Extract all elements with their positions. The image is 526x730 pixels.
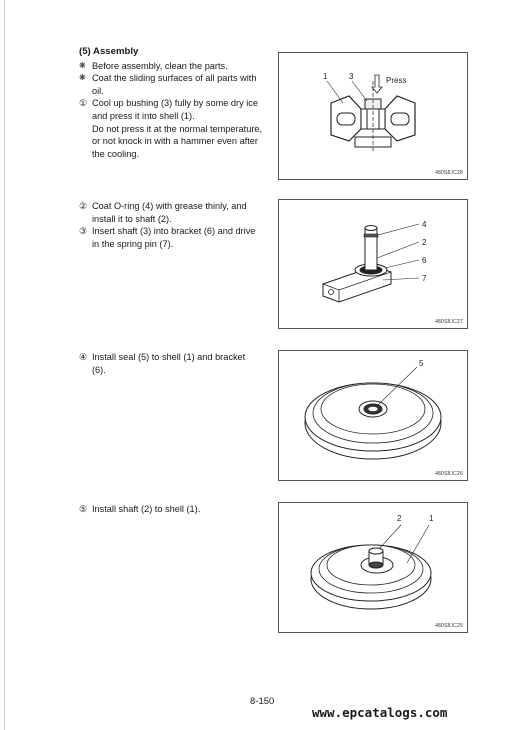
- watermark-link[interactable]: www.epcatalogs.com: [312, 705, 448, 720]
- press-arrow-icon: [372, 75, 382, 93]
- figure-code: 480S8JC28: [435, 170, 463, 176]
- step-2: ② Coat O-ring (4) with grease thinly, and: [79, 201, 247, 211]
- label-2: 2: [422, 238, 427, 247]
- figure-bushing-press: [278, 52, 468, 180]
- step-1: ① Cool up bushing (3) fully by some dry ice: [79, 98, 258, 109]
- shaft-bracket-diagram: [279, 200, 467, 328]
- section-title: (5) Assembly: [79, 46, 139, 57]
- figure-code: 480S8JC25: [435, 623, 463, 629]
- label-6: 6: [422, 256, 427, 265]
- figure-seal-install: [278, 350, 468, 481]
- step-4: ④ Install seal (5) to shell (1) and bracket: [79, 352, 246, 362]
- label-2: 2: [397, 514, 402, 523]
- step-3: ③ Insert shaft (3) into bracket (6) and drive: [79, 226, 256, 237]
- steps-2-3: ② Coat O-ring (4) with grease thinly, and install it to shaft (2). ③ Insert shaft (3) into bracket (6) and drive in the spring pin (7).: [79, 200, 269, 250]
- label-1: 1: [323, 72, 328, 81]
- step-5: ⑤ Install shaft (2) to shell (1).: [79, 504, 201, 514]
- page-edge-line: [4, 0, 5, 730]
- bullet-item: ❋ Coat the sliding surfaces of all parts with: [79, 73, 257, 84]
- bullet-mark: ❋: [79, 60, 86, 70]
- step-5-text: [79, 503, 269, 516]
- label-press: Press: [386, 76, 407, 85]
- figure-code: 480S8JC27: [435, 319, 463, 325]
- step-4-text: ④ Install seal (5) to shell (1) and bracket (6).: [79, 351, 269, 376]
- figure-shaft-bracket: [278, 199, 468, 329]
- label-5: 5: [419, 359, 424, 368]
- shaft-install-diagram: [279, 503, 467, 632]
- label-1: 1: [429, 514, 434, 523]
- figure-code: 480S8JC26: [435, 471, 463, 477]
- assembly-intro: (5) Assembly ❋ Before assembly, clean the parts. ❋ Coat the sliding surfaces of all parts with oil. ① Cool up bushing (3) fully by some dry ice and press it into shell (1). Do not press it at the normal temperature, or not knock in with a hammer even after the cooling.: [79, 46, 269, 160]
- bullet-item: ❋ Before assembly, clean the parts.: [79, 60, 228, 71]
- bushing-press-diagram: [279, 53, 467, 179]
- label-3: 3: [349, 72, 354, 81]
- label-7: 7: [422, 274, 427, 283]
- figure-shaft-install: [278, 502, 468, 633]
- seal-install-diagram: [279, 351, 467, 480]
- page-number: 8-150: [250, 696, 275, 707]
- bullet-mark: ❋: [79, 73, 86, 83]
- label-4: 4: [422, 220, 427, 229]
